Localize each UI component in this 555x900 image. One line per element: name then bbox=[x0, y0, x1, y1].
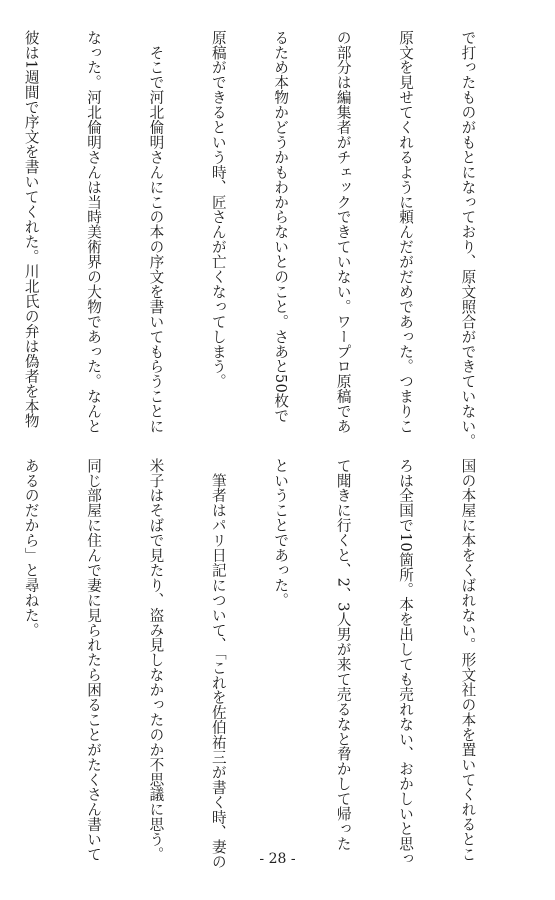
text-column: ろは全国で10箇所。本を出しても売れない、おかしいと思っ bbox=[397, 458, 415, 866]
text-column: 筆者はパリ日記について、「これを佐伯祐三が書く時、妻の bbox=[209, 458, 227, 870]
text-column: 同じ部屋に住んで妻に見られたら困ることがたくさん書いて bbox=[85, 458, 103, 862]
text-column: の部分は編集者がチェックできていない。ワープロ原稿であ bbox=[334, 30, 352, 434]
text-column: なった。河北倫明さんは当時美術界の大物であった。なんと bbox=[85, 30, 103, 434]
text-column: 米子はそばで見たり、盗み見しなかったのか不思議に思う。 bbox=[147, 458, 165, 862]
top-text-block bbox=[22, 30, 519, 449]
text-column: そこで河北倫明さんにこの本の序文を書いてもらうことに bbox=[147, 30, 165, 434]
text-column: 原文を見せてくれるように頼んだがだめであった。つまりこ bbox=[397, 30, 415, 434]
text-column: で打ったものがもとになっており、原文照合ができていない。 bbox=[459, 30, 477, 449]
text-column: 彼は1週間で序文を書いてくれた。川北氏の弁は偽者を本物 bbox=[22, 30, 40, 429]
text-column: るため本物かどうかもわからないとのこと。さあと50枚で bbox=[272, 30, 290, 424]
text-column: て聞きに行くと、2、3人男が来て売るなと脅かして帰った bbox=[334, 458, 352, 852]
text-column: 国の本屋に本をくばれない。形文社の本を置いてくれるとこ bbox=[459, 458, 477, 862]
text-column: あるのだから」と尋ねた。 bbox=[22, 458, 40, 638]
text-column: 原稿ができるという時、匠さんが亡くなってしまう。 bbox=[209, 30, 227, 389]
page-number: - 28 - bbox=[259, 851, 296, 867]
text-column: ということであった。 bbox=[272, 458, 290, 608]
